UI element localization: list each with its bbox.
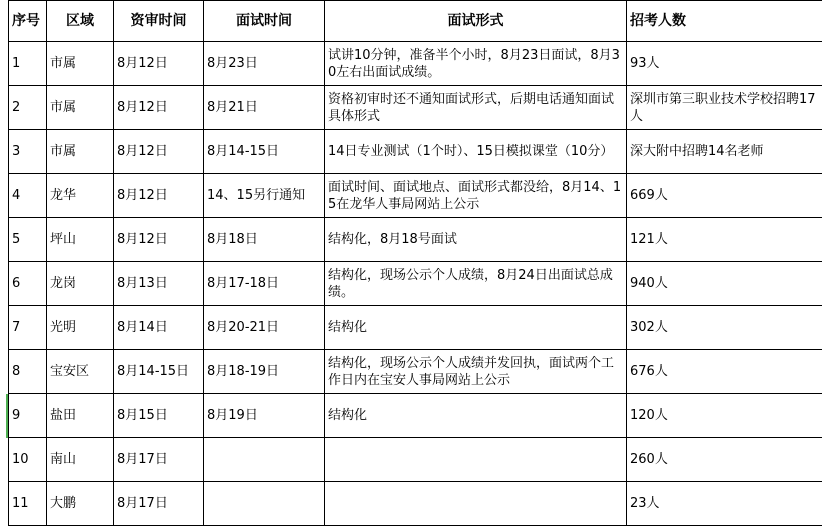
header-cell-recruit-count[interactable]: 招考人数 [627,1,822,42]
cell-interview-format[interactable]: 结构化，现场公示个人成绩并发回执，面试两个工作日内在宝安人事局网站上公示 [325,350,627,394]
cell-review-time[interactable]: 8月14日 [114,306,204,350]
table-row [9,262,822,306]
cell-recruit-count[interactable]: 23人 [627,482,822,526]
header-cell-interview-format[interactable]: 面试形式 [325,1,627,42]
cell-recruit-count[interactable]: 940人 [627,262,822,306]
table-row [9,482,822,526]
cell-area[interactable]: 大鹏 [47,482,114,526]
cell-recruit-count[interactable]: 120人 [627,394,822,438]
cell-no[interactable]: 3 [9,130,47,174]
cell-interview-time[interactable]: 8月18日 [204,218,325,262]
cell-area[interactable]: 龙华 [47,174,114,218]
cell-no[interactable]: 1 [9,42,47,86]
header-cell-no[interactable]: 序号 [9,1,47,42]
table-row [9,218,822,262]
cell-no[interactable]: 6 [9,262,47,306]
header-cell-review-time[interactable]: 资审时间 [114,1,204,42]
cell-recruit-count[interactable]: 676人 [627,350,822,394]
cell-interview-format[interactable]: 结构化 [325,306,627,350]
cell-interview-time[interactable]: 14、15另行通知 [204,174,325,218]
cell-area[interactable]: 市属 [47,86,114,130]
cell-area[interactable]: 宝安区 [47,350,114,394]
cell-review-time[interactable]: 8月14-15日 [114,350,204,394]
cell-interview-format[interactable]: 试讲10分钟，准备半个小时，8月23日面试，8月30左右出面试成绩。 [325,42,627,86]
header-cell-interview-time[interactable]: 面试时间 [204,1,325,42]
cell-interview-format[interactable]: 面试时间、面试地点、面试形式都没给，8月14、15在龙华人事局网站上公示 [325,174,627,218]
cell-interview-time[interactable]: 8月17-18日 [204,262,325,306]
cell-review-time[interactable]: 8月12日 [114,130,204,174]
cell-interview-format[interactable]: 结构化，现场公示个人成绩，8月24日出面试总成绩。 [325,262,627,306]
cell-no[interactable]: 11 [9,482,47,526]
header-cell-area[interactable]: 区域 [47,1,114,42]
table-row [9,130,822,174]
cell-interview-format[interactable] [325,482,627,526]
table-row [9,438,822,482]
cell-review-time[interactable]: 8月12日 [114,42,204,86]
cell-review-time[interactable]: 8月15日 [114,394,204,438]
cell-area[interactable]: 南山 [47,438,114,482]
cell-interview-format[interactable]: 结构化，8月18号面试 [325,218,627,262]
cell-recruit-count[interactable]: 669人 [627,174,822,218]
cell-no[interactable]: 8 [9,350,47,394]
header-row [9,1,822,42]
cell-recruit-count[interactable]: 深圳市第三职业技术学校招聘17人 [627,86,822,130]
cell-interview-time[interactable]: 8月14-15日 [204,130,325,174]
cell-interview-format[interactable]: 资格初审时还不通知面试形式，后期电话通知面试具体形式 [325,86,627,130]
row-gutter [0,0,8,530]
cell-interview-time[interactable]: 8月18-19日 [204,350,325,394]
cell-interview-time[interactable]: 8月19日 [204,394,325,438]
cell-interview-time[interactable]: 8月23日 [204,42,325,86]
cell-review-time[interactable]: 8月12日 [114,174,204,218]
table-row [9,350,822,394]
cell-review-time[interactable]: 8月17日 [114,482,204,526]
cell-area[interactable]: 坪山 [47,218,114,262]
cell-no[interactable]: 7 [9,306,47,350]
cell-interview-format[interactable]: 结构化 [325,394,627,438]
data-table [8,0,822,526]
cell-review-time[interactable]: 8月12日 [114,86,204,130]
cell-no[interactable]: 5 [9,218,47,262]
cell-review-time[interactable]: 8月13日 [114,262,204,306]
cell-no[interactable]: 10 [9,438,47,482]
cell-area[interactable]: 光明 [47,306,114,350]
cell-area[interactable]: 市属 [47,42,114,86]
cell-recruit-count[interactable]: 93人 [627,42,822,86]
cell-interview-time[interactable] [204,438,325,482]
table-row [9,86,822,130]
cell-interview-time[interactable] [204,482,325,526]
table-row [9,174,822,218]
cell-no[interactable]: 2 [9,86,47,130]
cell-recruit-count[interactable]: 260人 [627,438,822,482]
table-row [9,306,822,350]
cell-interview-format[interactable]: 14日专业测试（1个时）、15日模拟课堂（10分） [325,130,627,174]
cell-area[interactable]: 市属 [47,130,114,174]
cell-recruit-count[interactable]: 121人 [627,218,822,262]
cell-recruit-count[interactable]: 302人 [627,306,822,350]
table-row [9,394,822,438]
cell-review-time[interactable]: 8月17日 [114,438,204,482]
cell-area[interactable]: 龙岗 [47,262,114,306]
table-row [9,42,822,86]
cell-interview-time[interactable]: 8月21日 [204,86,325,130]
cell-no[interactable]: 9 [9,394,47,438]
cell-interview-time[interactable]: 8月20-21日 [204,306,325,350]
cell-recruit-count[interactable]: 深大附中招聘14名老师 [627,130,822,174]
cell-review-time[interactable]: 8月12日 [114,218,204,262]
cell-no[interactable]: 4 [9,174,47,218]
cell-interview-format[interactable] [325,438,627,482]
cell-area[interactable]: 盐田 [47,394,114,438]
